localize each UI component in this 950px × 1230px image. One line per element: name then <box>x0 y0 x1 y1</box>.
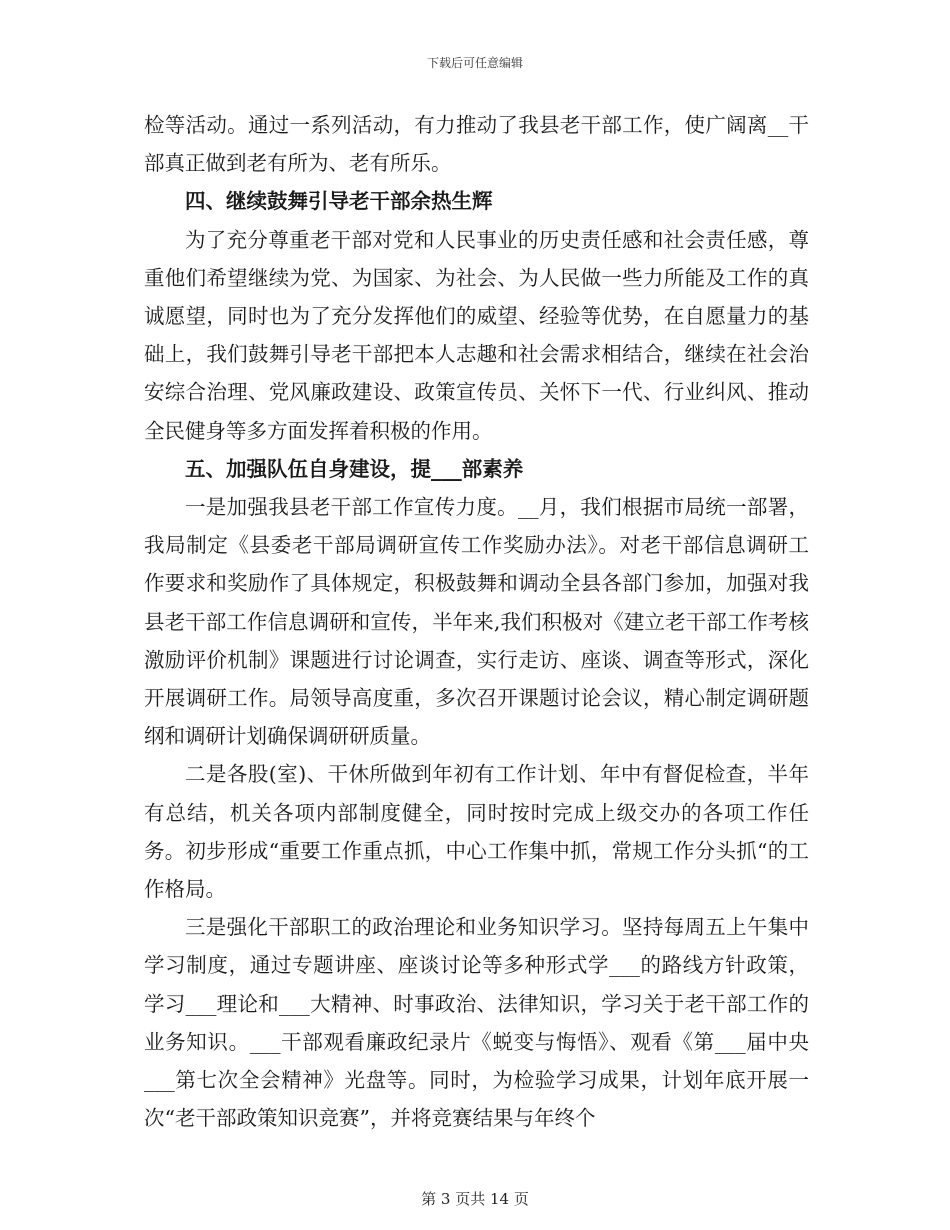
section-heading-4: 四、继续鼓舞引导老干部余热生辉 <box>185 189 493 214</box>
section-heading-5: 五、加强队伍自身建设，提___部素养 <box>185 456 524 481</box>
paragraph-item-3: 三是强化干部职工的政治理论和业务知识学习。坚持每周五上午集中学习制度，通过专题讲座、座谈讨论等多种形式学___的路线方针政策，学习___理论和___大精神、时事政治、法律知识，学习关于老干部工作的业务知识。___干部观看廉政纪录片《蜕变与悔悟》、观看《第___届中央___第七次全会精神》光盘等。同时，为检验学习成果，计划年底开展一次“老干部政策知识竞赛”，并将竞赛结果与年终个 <box>144 915 809 1131</box>
page-header: 下载后可任意编辑 <box>426 56 523 70</box>
paragraph-item-1: 一是加强我县老干部工作宣传力度。__月，我们根据市局统一部署，我局制定《县委老干部局调研宣传工作奖励办法》。对老干部信息调研工作要求和奖励作了具体规定，积极鼓舞和调动全县各部门参加，加强对我县老干部工作信息调研和宣传，半年来,我们积极对《建立老干部工作考核激励评价机制》课题进行讨论调查，实行走访、座谈、调查等形式，深化开展调研工作。局领导高度重，多次召开课题讨论会议，精心制定调研题纲和调研计划确保调研研质量。 <box>144 495 809 749</box>
paragraph-item-2: 二是各股(室)、干休所做到年初有工作计划、年中有督促检查，半年有总结，机关各项内部制度健全，同时按时完成上级交办的各项工作任务。初步形成“重要工作重点抓，中心工作集中抓，常规工作分头抓“的工作格局。 <box>144 762 809 902</box>
page-number-footer: 第 3 页共 14 页 <box>421 1190 529 1208</box>
paragraph-continuation: 检等活动。通过一系列活动，有力推动了我县老干部工作，使广阔离__干部真正做到老有所为、老有所乐。 <box>144 113 809 176</box>
document-body <box>144 106 809 1137</box>
paragraph-section-4: 为了充分尊重老干部对党和人民事业的历史责任感和社会责任感，尊重他们希望继续为党、为国家、为社会、为人民做一些力所能及工作的真诚愿望，同时也为了充分发挥他们的威望、经验等优势，在自愿量力的基础上，我们鼓舞引导老干部把本人志趣和社会需求相结合，继续在社会治安综合治理、党风廉政建设、政策宣传员、关怀下一代、行业纠风、推动全民健身等多方面发挥着积极的作用。 <box>144 227 809 443</box>
